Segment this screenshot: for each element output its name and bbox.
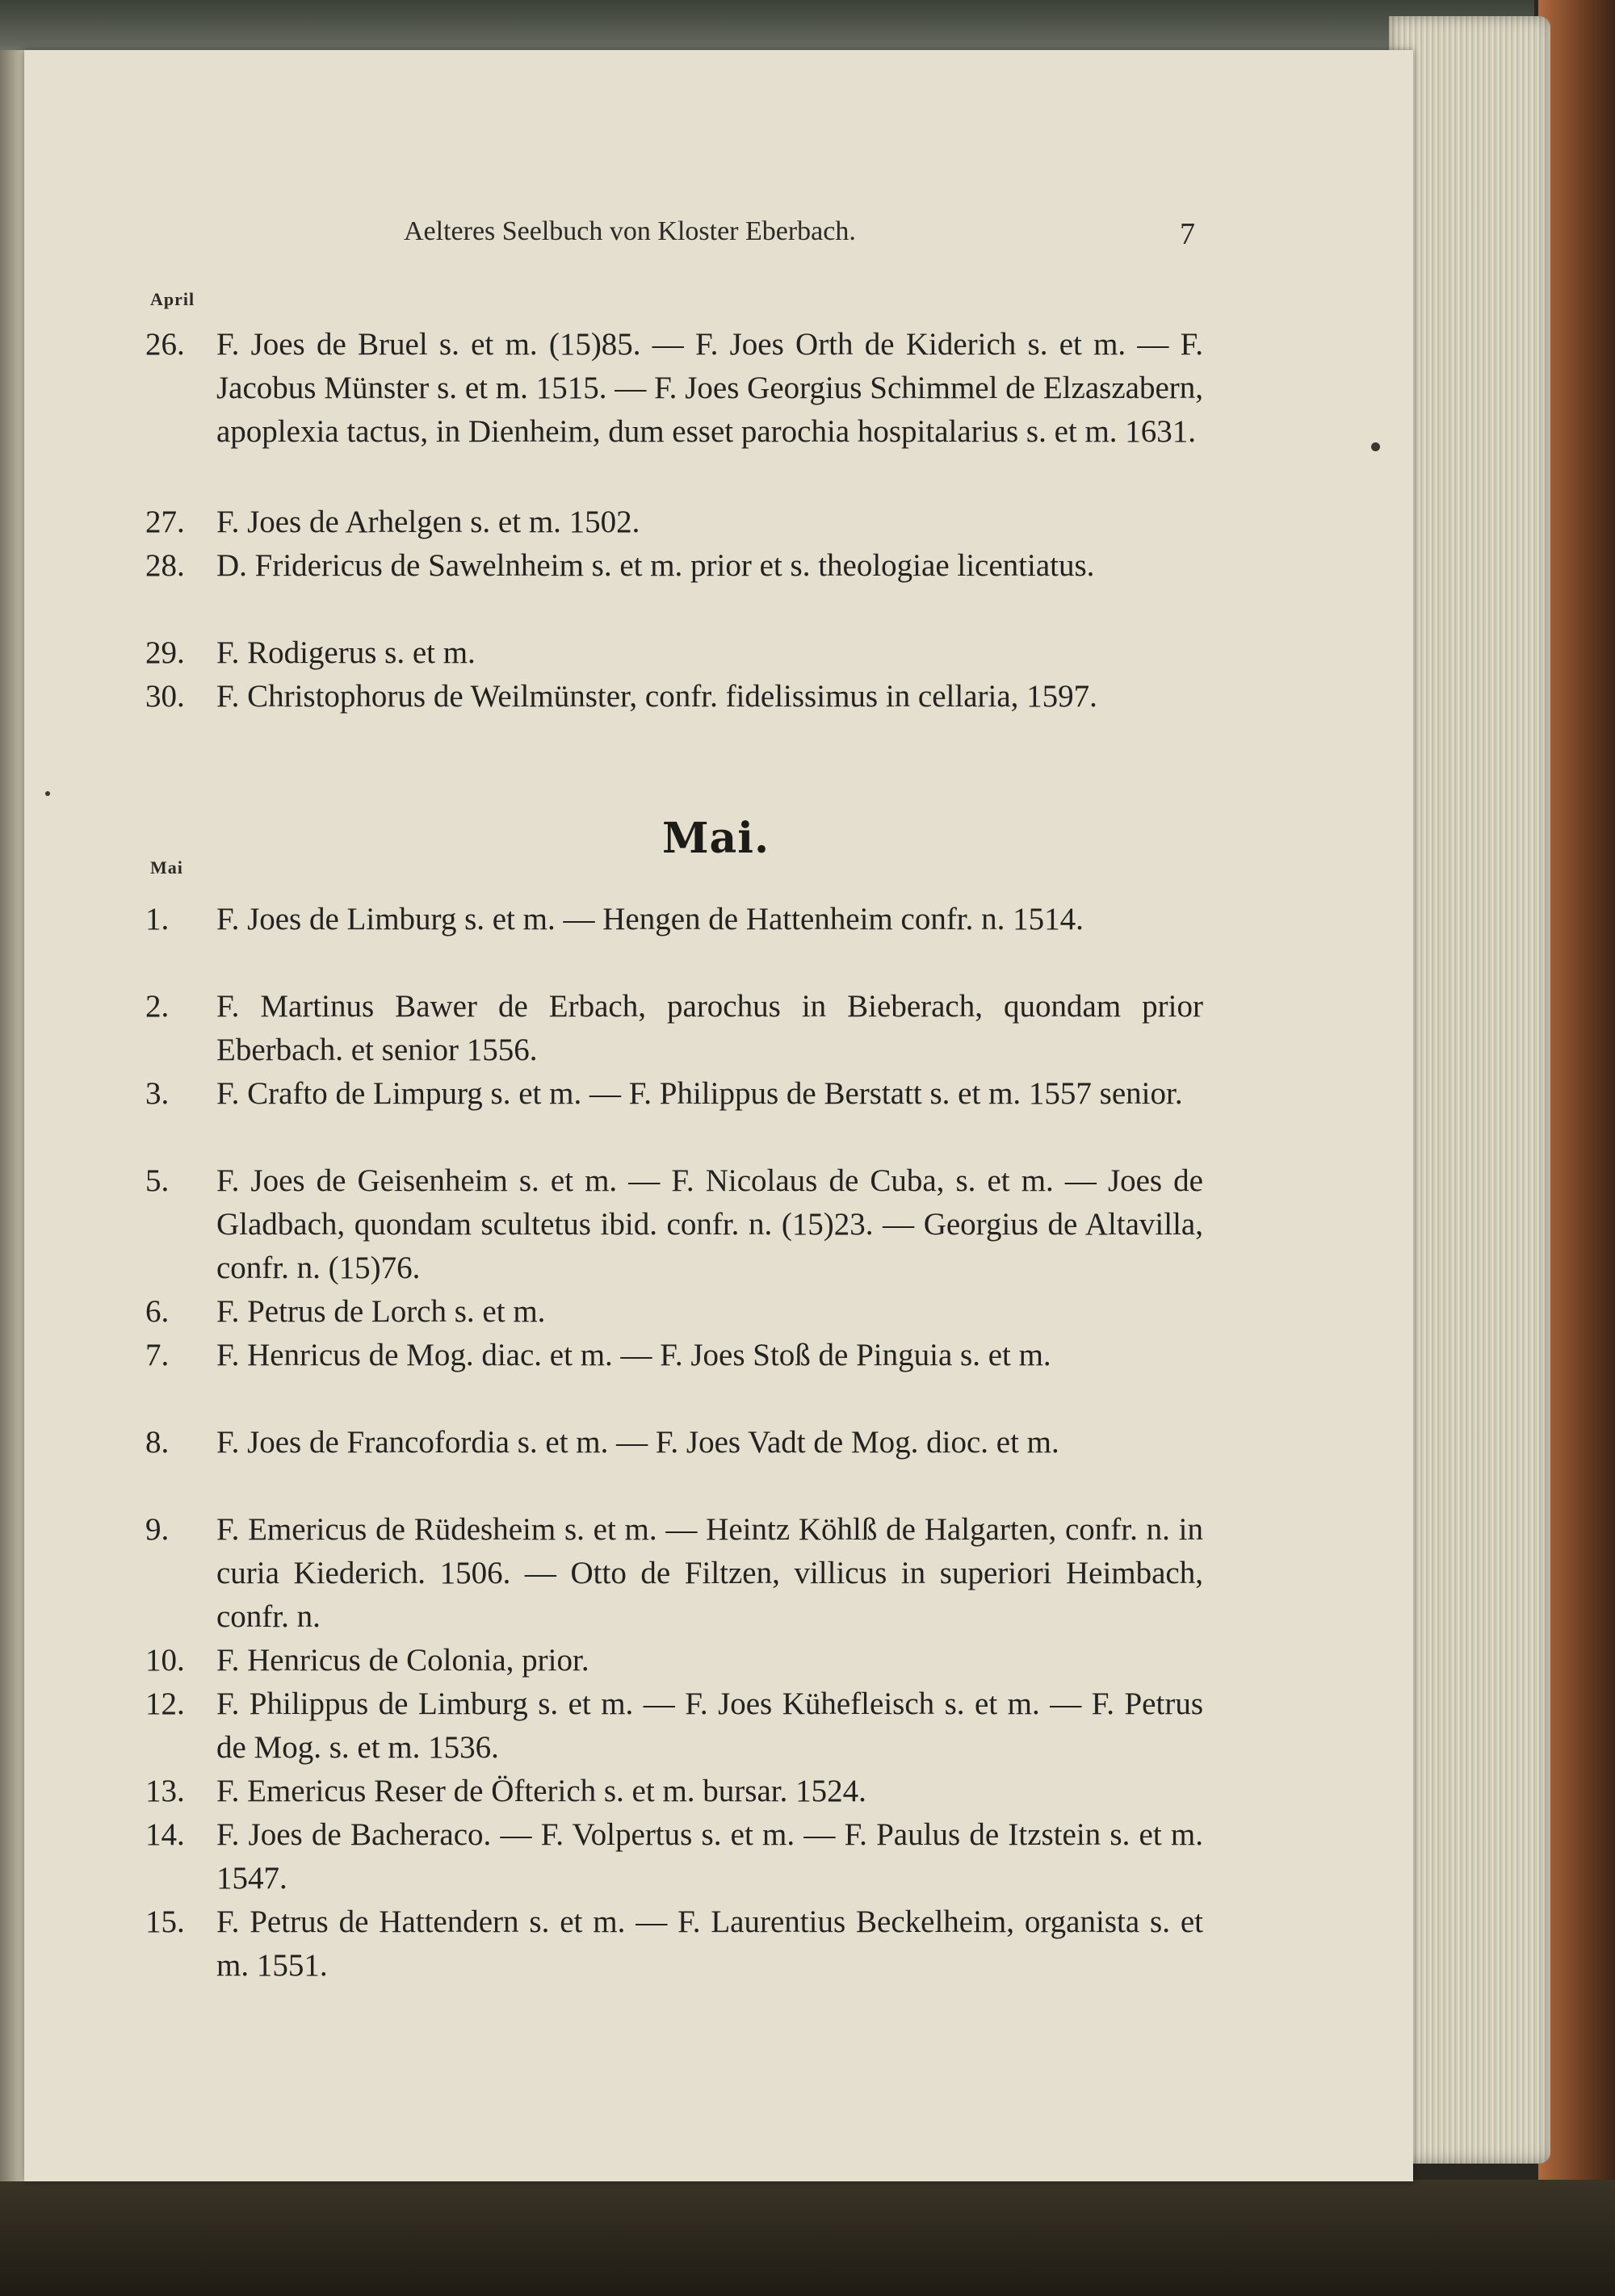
- month-label-april: April: [150, 289, 195, 309]
- entry-day-number: 15.: [145, 1904, 185, 1939]
- entry-april-26: [145, 323, 1203, 497]
- entry-day-number: 30.: [145, 679, 185, 714]
- entry-text: F. Henricus de Colonia, prior.: [216, 1643, 589, 1678]
- month-heading-mai: Mai.: [662, 814, 770, 863]
- book-bottom-shadow: [0, 2180, 1615, 2296]
- entry-text: F. Joes de Bruel s. et m. (15)85. — F. Joes Orth de Kiderich s. et m. — F. Jacobus Münster s. et m. 1515. — F. Joes Georgius Schimmel de Elzaszabern, apoplexia tactus, in Dienheim, dum esset parochia hospitalarius s. et m. 1631.: [216, 327, 1203, 449]
- entry-text: F. Christophorus de Weilmünster, confr. fidelissimus in cellaria, 1597.: [216, 679, 1097, 714]
- entry-text: F. Philippus de Limburg s. et m. — F. Joes Kühefleisch s. et m. — F. Petrus de Mog. s. et m. 1536.: [216, 1686, 1203, 1765]
- entry-day-number: 12.: [145, 1686, 185, 1721]
- page-header: [404, 216, 1195, 257]
- entry-text: F. Joes de Limburg s. et m. — Hengen de Hattenheim confr. n. 1514.: [216, 902, 1084, 936]
- entry-day-number: 13.: [145, 1774, 185, 1808]
- entry-text: F. Petrus de Hattendern s. et m. — F. Laurentius Beckelheim, organista s. et m. 1551.: [216, 1904, 1203, 1983]
- entry-day-number: 27.: [145, 505, 185, 539]
- entry-text: F. Crafto de Limpurg s. et m. — F. Philippus de Berstatt s. et m. 1557 senior.: [216, 1076, 1183, 1111]
- entry-day-number: 9.: [145, 1512, 170, 1547]
- entry-text: F. Martinus Bawer de Erbach, parochus in Bieberach, quondam prior Eberbach. et senior 1556.: [216, 989, 1203, 1067]
- paper-speck: [45, 791, 50, 796]
- paper-speck: [1371, 442, 1380, 451]
- entry-text: D. Fridericus de Sawelnheim s. et m. prior et s. theologiae licentiatus.: [216, 548, 1095, 583]
- entry-text: F. Joes de Bacheraco. — F. Volpertus s. et m. — F. Paulus de Itzstein s. et m. 1547.: [216, 1817, 1203, 1896]
- entry-day-number: 8.: [145, 1425, 170, 1460]
- entry-text: F. Joes de Arhelgen s. et m. 1502.: [216, 505, 640, 539]
- entry-text: F. Henricus de Mog. diac. et m. — F. Joes Stoß de Pinguia s. et m.: [216, 1338, 1051, 1372]
- entry-text: F. Emericus Reser de Öfterich s. et m. bursar. 1524.: [216, 1774, 866, 1808]
- entry-text: F. Petrus de Lorch s. et m.: [216, 1294, 546, 1329]
- entry-day-number: 1.: [145, 902, 170, 936]
- entry-day-number: 10.: [145, 1643, 185, 1678]
- month-label-mai: Mai: [150, 857, 183, 878]
- page-stack-edges: [1389, 16, 1550, 2164]
- entry-day-number: 6.: [145, 1294, 170, 1329]
- entry-day-number: 26.: [145, 327, 185, 362]
- entry-day-number: 7.: [145, 1338, 170, 1372]
- entry-text: F. Joes de Geisenheim s. et m. — F. Nicolaus de Cuba, s. et m. — Joes de Gladbach, quondam scultetus ibid. confr. n. (15)23. — Georgius de Altavilla, confr. n. (15)76.: [216, 1163, 1203, 1285]
- entry-text: F. Joes de Francofordia s. et m. — F. Joes Vadt de Mog. dioc. et m.: [216, 1425, 1059, 1460]
- entry-day-number: 5.: [145, 1163, 170, 1198]
- entry-day-number: 29.: [145, 635, 185, 670]
- entry-day-number: 14.: [145, 1817, 185, 1852]
- page-number: 7: [1180, 217, 1195, 251]
- entry-day-number: 2.: [145, 989, 170, 1024]
- entry-day-number: 28.: [145, 548, 185, 583]
- entry-text: F. Emericus de Rüdesheim s. et m. — Heintz Köhlß de Halgarten, confr. n. in curia Kiederich. 1506. — Otto de Filtzen, villicus in superiori Heimbach, confr. n.: [216, 1512, 1203, 1634]
- entry-day-number: 3.: [145, 1076, 170, 1111]
- page-left-edge: [0, 50, 27, 2181]
- running-title: Aelteres Seelbuch von Kloster Eberbach.: [404, 216, 856, 246]
- entry-text: F. Rodigerus s. et m.: [216, 635, 476, 670]
